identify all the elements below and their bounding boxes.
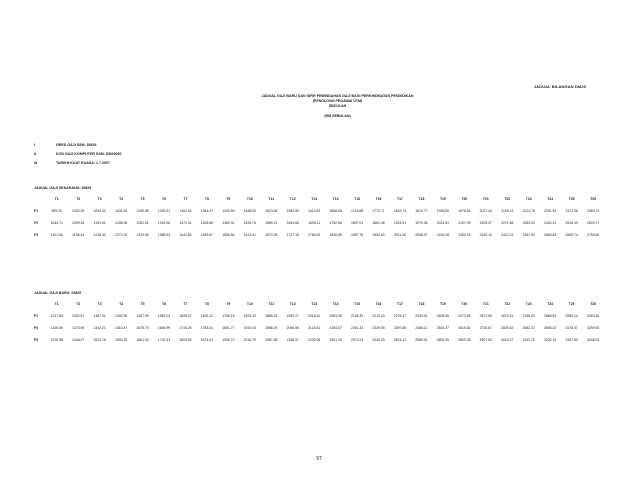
salary-cell: 1302.67: [72, 314, 85, 318]
salary-cell: 2516.49: [565, 221, 578, 225]
salary-cell: 2443.33: [372, 338, 385, 342]
new-salary-table: [34, 298, 604, 346]
salary-cell: 1823.19: [243, 314, 256, 318]
salary-cell: 3122.71: [522, 338, 535, 342]
meta-number: II.: [34, 152, 37, 156]
salary-cell: 2291.53: [544, 209, 557, 213]
salary-cell: 3063.45: [587, 314, 600, 318]
meta-number: III.: [34, 161, 38, 165]
salary-cell: 1693.11: [200, 314, 213, 318]
column-header: T12: [289, 302, 296, 306]
column-header: T26: [590, 302, 597, 306]
salary-cell: 2473.59: [458, 314, 471, 318]
row-label: P1: [34, 209, 39, 213]
row-label: P2: [34, 326, 39, 330]
salary-cell: 1158.43: [72, 233, 85, 237]
column-header: T7: [183, 302, 188, 306]
column-header: T23: [525, 197, 532, 201]
salary-cell: 1670.28: [265, 233, 278, 237]
salary-cell: 1329.06: [136, 233, 149, 237]
salary-cell: 1752.56: [329, 221, 342, 225]
salary-cell: 1099.16: [72, 221, 85, 225]
salary-cell: 1442.80: [179, 233, 192, 237]
salary-cell: 1262.51: [136, 221, 149, 225]
column-header: T21: [482, 302, 489, 306]
salary-cell: 2397.85: [393, 326, 407, 330]
salary-cell: 1803.52: [179, 338, 192, 342]
column-header: T8: [204, 197, 209, 201]
salary-cell: 1217.83: [50, 314, 63, 318]
salary-cell: 1534.76: [243, 221, 256, 225]
salary-cell: 2343.51: [415, 314, 428, 318]
salary-cell: 2600.77: [587, 221, 600, 225]
salary-cell: 3230.15: [544, 338, 557, 342]
salary-cell: 995.20: [51, 209, 62, 213]
column-header: T10: [246, 197, 253, 201]
header-corner: [34, 193, 46, 205]
salary-cell: 1646.99: [157, 326, 171, 330]
page-number: 97: [316, 456, 322, 462]
column-header: T20: [461, 302, 468, 306]
salary-cell: 2534.37: [436, 326, 450, 330]
salary-cell: 2585.51: [415, 338, 428, 342]
column-header: T8: [204, 302, 209, 306]
salary-cell: 3337.59: [565, 338, 578, 342]
salary-cell: 1715.25: [179, 326, 192, 330]
salary-cell: 1988.29: [265, 326, 278, 330]
column-header: T14: [332, 302, 339, 306]
salary-cell: 2087.88: [265, 338, 278, 342]
salary-cell: 1101.56: [50, 233, 63, 237]
salary-cell: 1425.86: [200, 221, 214, 225]
salary-cell: 1888.23: [265, 314, 278, 318]
table-row: [34, 217, 604, 229]
salary-cell: 2615.82: [458, 326, 471, 330]
new-salary-title: JADUAL GAJI BARU: DM29: [34, 291, 82, 295]
column-header: T25: [568, 302, 575, 306]
column-header: T6: [162, 197, 166, 201]
salary-cell: 1208.06: [114, 221, 128, 225]
salary-cell: 1718.68: [350, 209, 364, 213]
salary-cell: 1874.61: [200, 338, 214, 342]
row-label: P3: [34, 233, 39, 237]
column-header: T19: [439, 302, 446, 306]
salary-cell: 1409.50: [222, 209, 235, 213]
salary-cell: 2952.37: [522, 326, 535, 330]
salary-cell: 1643.66: [286, 221, 299, 225]
salary-cell: 2907.83: [479, 338, 492, 342]
salary-cell: 2866.83: [544, 314, 557, 318]
salary-cell: 2158.97: [286, 338, 299, 342]
salary-cell: 2056.55: [286, 326, 299, 330]
salary-cell: 2214.78: [522, 209, 535, 213]
salary-cell: 2278.47: [393, 314, 407, 318]
salary-cell: 1953.27: [286, 314, 299, 318]
salary-cell: 1945.70: [222, 338, 235, 342]
row-label: P2: [34, 221, 39, 225]
salary-cell: 1371.41: [179, 221, 192, 225]
salary-cell: 1851.77: [222, 326, 235, 330]
salary-cell: 1920.03: [243, 326, 256, 330]
column-header: T3: [97, 302, 102, 306]
column-header: T6: [162, 302, 166, 306]
meta-number: I.: [34, 143, 36, 147]
salary-cell: 1480.31: [222, 221, 235, 225]
salary-cell: 1840.89: [329, 233, 342, 237]
column-header: T23: [525, 302, 532, 306]
salary-cell: 2260.19: [458, 233, 471, 237]
salary-cell: 1614.62: [308, 209, 321, 213]
salary-cell: 1822.74: [393, 209, 407, 213]
salary-cell: 1519.16: [93, 338, 106, 342]
salary-cell: 1928.80: [436, 209, 450, 213]
column-header: T24: [547, 302, 554, 306]
salary-cell: 2301.15: [329, 338, 342, 342]
salary-cell: 2193.07: [329, 326, 342, 330]
salary-cell: 2800.39: [458, 338, 471, 342]
table-header-row: [34, 298, 604, 310]
column-header: T2: [76, 197, 81, 201]
column-header: T16: [375, 302, 382, 306]
salary-cell: 2124.81: [308, 326, 321, 330]
salary-cell: 2157.09: [458, 221, 471, 225]
salary-cell: 2261.33: [350, 326, 364, 330]
salary-cell: 1590.25: [114, 338, 128, 342]
salary-cell: 2965.14: [565, 314, 578, 318]
salary-cell: 2670.21: [501, 314, 514, 318]
salary-cell: 2083.35: [329, 314, 342, 318]
heading-line-1: JADUAL GAJI BARU DAN SIFIR PEMINDAHAN GAJI BAGI PERKHIDMATAN PENDIDIKAN: [261, 94, 414, 98]
salary-cell: 2692.95: [436, 338, 450, 342]
salary-cell: 1032.29: [72, 209, 85, 213]
column-header: T22: [504, 302, 511, 306]
salary-cell: 2669.74: [565, 233, 578, 237]
heading-line-2: (PENOLONG PEGAWAI UTM): [312, 99, 363, 104]
document-heading: [150, 94, 525, 119]
column-header: T20: [461, 197, 468, 201]
salary-cell: 1770.71: [372, 209, 385, 213]
column-header: T1: [54, 302, 59, 306]
salary-cell: 1784.02: [308, 233, 321, 237]
column-header: T7: [183, 197, 188, 201]
salary-cell: 1153.61: [93, 221, 106, 225]
salary-cell: 2016.79: [243, 338, 256, 342]
table-reference: JADUAL BILANGAN DM29: [533, 84, 586, 89]
salary-cell: 1807.01: [350, 221, 364, 225]
salary-cell: 1510.47: [114, 326, 128, 330]
row-label: P3: [34, 338, 39, 342]
heading-line-4: (RM SEBULAN): [324, 113, 351, 118]
column-header: T22: [504, 197, 511, 201]
salary-cell: 2412.01: [501, 233, 514, 237]
salary-cell: 1732.43: [157, 338, 171, 342]
salary-cell: 1556.54: [222, 233, 235, 237]
column-header: T11: [268, 302, 275, 306]
salary-cell: 1199.38: [136, 209, 149, 213]
salary-cell: 1316.96: [157, 221, 171, 225]
salary-cell: 1861.46: [372, 221, 385, 225]
salary-cell: 1758.15: [222, 314, 235, 318]
salary-cell: 1897.76: [350, 233, 364, 237]
salary-cell: 2571.90: [479, 314, 492, 318]
salary-cell: 2583.83: [544, 233, 557, 237]
salary-cell: 1970.36: [415, 221, 428, 225]
column-header: T21: [482, 197, 489, 201]
column-header: T3: [97, 197, 102, 201]
salary-cell: 1367.91: [93, 314, 106, 318]
salary-cell: 2194.28: [436, 233, 450, 237]
salary-cell: 1727.15: [286, 233, 299, 237]
salary-cell: 1613.41: [243, 233, 256, 237]
salary-cell: 2018.31: [308, 314, 321, 318]
salary-cell: 1373.95: [72, 326, 85, 330]
meta-text: GRED GAJI SSM: DM29: [56, 143, 97, 147]
salary-cell: 1458.53: [243, 209, 256, 213]
salary-cell: 2024.81: [436, 221, 450, 225]
column-header: T13: [311, 302, 318, 306]
column-header: T15: [354, 302, 360, 306]
salary-cell: 2027.43: [479, 209, 492, 213]
table-row: [34, 205, 604, 217]
column-header: T18: [418, 302, 425, 306]
salary-cell: 2497.92: [522, 233, 535, 237]
column-header: T13: [311, 197, 318, 201]
salary-cell: 2363.93: [522, 221, 535, 225]
salary-cell: 2011.50: [393, 233, 406, 237]
salary-cell: 3178.07: [565, 326, 578, 330]
column-header: T12: [289, 197, 296, 201]
salary-cell: 2209.37: [479, 221, 492, 225]
salary-cell: 3015.27: [501, 338, 514, 342]
salary-cell: 2450.73: [587, 209, 600, 213]
salary-cell: 2408.55: [436, 314, 450, 318]
salary-cell: 1589.21: [265, 221, 278, 225]
salary-cell: 1668.65: [329, 209, 342, 213]
salary-cell: 1044.71: [50, 221, 63, 225]
salary-cell: 1783.51: [200, 326, 214, 330]
meta-effective-date: [34, 161, 110, 165]
salary-cell: 1915.91: [393, 221, 407, 225]
column-header: T9: [226, 302, 231, 306]
salary-cell: 1499.67: [200, 233, 214, 237]
heading-line-3: SEKOLAH: [328, 104, 347, 109]
salary-cell: 1563.03: [157, 314, 171, 318]
column-header: T5: [140, 197, 145, 201]
salary-cell: 2839.52: [501, 326, 514, 330]
column-header: T19: [439, 197, 446, 201]
column-header: T5: [140, 302, 145, 306]
salary-cell: 2755.65: [587, 233, 600, 237]
table-row: [34, 310, 604, 322]
salary-cell: 1978.83: [458, 209, 471, 213]
table-header-row: [34, 193, 604, 205]
salary-cell: 1385.93: [157, 233, 171, 237]
salary-cell: 3445.03: [587, 338, 600, 342]
salary-cell: 2271.65: [501, 221, 514, 225]
salary-cell: 2514.42: [393, 338, 407, 342]
salary-cell: 2372.24: [350, 338, 364, 342]
column-header: T15: [354, 197, 360, 201]
salary-cell: 1215.32: [93, 233, 106, 237]
salary-cell: 2230.06: [308, 338, 321, 342]
column-header: T9: [226, 197, 231, 201]
salary-cell: 2213.43: [372, 314, 385, 318]
salary-cell: 2068.37: [415, 233, 428, 237]
column-header: T16: [375, 197, 382, 201]
column-header: T1: [54, 197, 59, 201]
column-header: T17: [397, 302, 403, 306]
column-header: T26: [590, 197, 597, 201]
salary-cell: 1497.99: [136, 314, 149, 318]
salary-cell: 1661.34: [136, 338, 149, 342]
salary-cell: 1376.98: [50, 338, 63, 342]
meta-salary-code: [34, 152, 122, 156]
salary-cell: 2726.67: [479, 326, 492, 330]
column-header: T25: [568, 197, 575, 201]
salary-cell: 1305.69: [50, 326, 63, 330]
salary-cell: 1093.32: [93, 209, 106, 213]
salary-cell: 2372.06: [565, 209, 578, 213]
salary-cell: 1272.19: [114, 233, 128, 237]
salary-cell: 1698.11: [308, 221, 321, 225]
salary-cell: 1874.77: [415, 209, 428, 213]
column-header: T2: [76, 302, 81, 306]
salary-cell: 1954.63: [372, 233, 385, 237]
salary-cell: 2424.21: [544, 221, 557, 225]
table-row: [34, 229, 604, 241]
meta-grade: [34, 143, 96, 147]
column-header: T18: [418, 197, 425, 201]
column-header: T24: [547, 197, 554, 201]
meta-text: KOD GAJI KOMPUTER SSM: DM29060: [56, 152, 122, 156]
column-header: T17: [397, 197, 403, 201]
column-header: T14: [332, 197, 339, 201]
salary-cell: 1146.35: [115, 209, 128, 213]
salary-cell: 2466.11: [415, 326, 428, 330]
salary-cell: 3065.22: [544, 326, 557, 330]
table-row: [34, 334, 604, 346]
salary-cell: 3290.92: [587, 326, 600, 330]
salary-cell: 1513.56: [265, 209, 278, 213]
current-salary-title: JADUAL GAJI SEKARANG: DM29: [34, 186, 92, 190]
column-header: T11: [268, 197, 275, 201]
column-header: T4: [119, 302, 124, 306]
current-salary-table: [34, 193, 604, 241]
salary-cell: 2326.10: [479, 233, 492, 237]
salary-cell: 1442.21: [93, 326, 106, 330]
salary-cell: 1253.41: [157, 209, 171, 213]
table-row: [34, 322, 604, 334]
salary-cell: 1432.95: [114, 314, 128, 318]
header-corner: [34, 298, 46, 310]
salary-cell: 1448.07: [72, 338, 85, 342]
meta-text: TARIKH KUAT KUASA: 1.7.2007: [56, 161, 110, 165]
column-header: T4: [119, 197, 124, 201]
salary-cell: 1563.59: [286, 209, 299, 213]
salary-cell: 2329.59: [372, 326, 385, 330]
column-header: T10: [246, 302, 253, 306]
salary-cell: 1628.07: [179, 314, 192, 318]
salary-cell: 2109.13: [501, 209, 514, 213]
salary-cell: 1354.47: [200, 209, 214, 213]
salary-cell: 1578.73: [136, 326, 149, 330]
salary-cell: 1302.44: [179, 209, 192, 213]
row-label: P1: [34, 314, 39, 318]
salary-cell: 2148.39: [350, 314, 364, 318]
salary-cell: 2768.52: [522, 314, 535, 318]
